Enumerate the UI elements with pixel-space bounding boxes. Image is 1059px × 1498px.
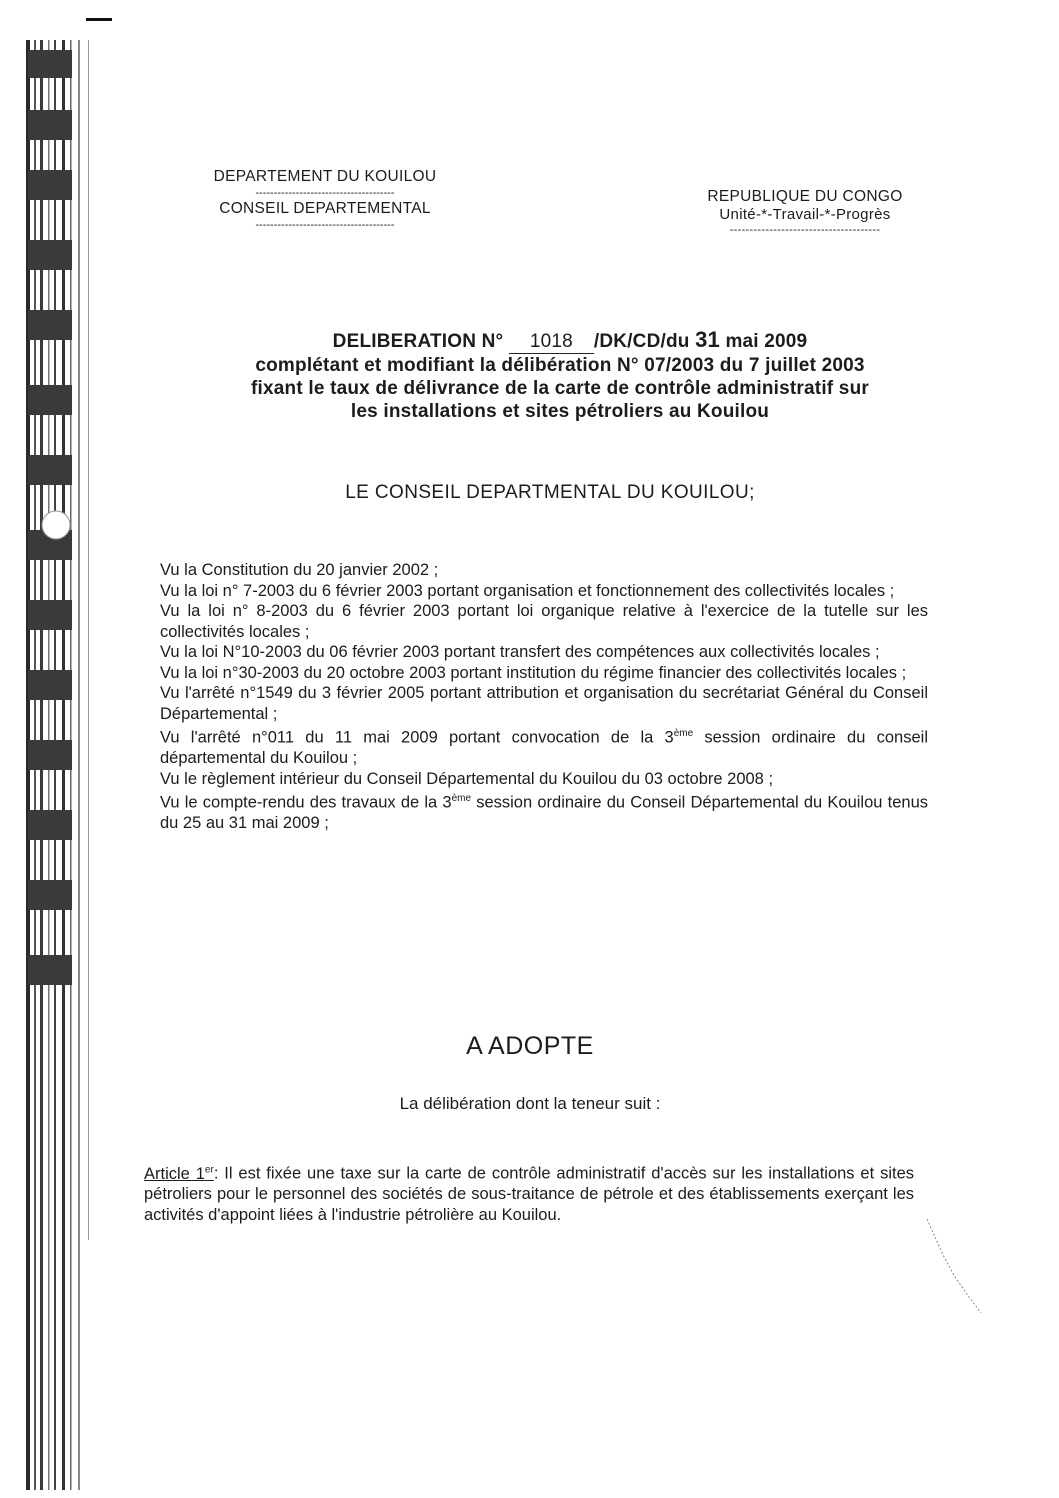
republic-name: REPUBLIQUE DU CONGO <box>707 188 903 205</box>
considerant: Vu la Constitution du 20 janvier 2002 ; <box>160 561 439 579</box>
superscript: er <box>204 1164 214 1175</box>
considerant-text: session ordinaire du conseil départemental du Kouilou ; <box>160 728 928 767</box>
title-line-2: complétant et modifiant la délibération N° 07/2003 du 7 juillet 2003 <box>255 355 865 376</box>
considerant: Vu la loi n° 7-2003 du 6 février 2003 portant organisation et fonctionnement des collectivités locales ; <box>160 581 895 600</box>
article-colon: : <box>213 1164 219 1183</box>
council-heading: LE CONSEIL DEPARTMENTAL DU KOUILOU; <box>345 482 755 503</box>
considerant: Vu la loi n°30-2003 du 20 octobre 2003 portant institution du régime financier des collectivités locales ; <box>160 663 907 682</box>
considerant-text: session ordinaire du Conseil Départemental du Kouilou tenus du 25 au 31 mai 2009 ; <box>160 793 929 832</box>
title-line-1 <box>190 328 930 354</box>
department-name: DEPARTEMENT DU KOUILOU <box>213 168 437 185</box>
article-1 <box>144 1160 914 1225</box>
article-text: Il est fixée une taxe sur la carte de contrôle administratif d'accès sur les installations et sites pétroliers pour le personnel des sociétés de sous-traitance de pétrole et des établissements exerçant les activités d'appoint liées à l'industrie pétrolière au Kouilou. <box>144 1164 914 1224</box>
article-label-text: Article 1 <box>144 1164 205 1183</box>
considerant <box>160 724 928 769</box>
deliberation-title <box>190 328 930 423</box>
header-right <box>670 188 940 237</box>
deliberation-number: 1018 <box>509 330 594 354</box>
deliberation-day: 31 <box>695 327 720 352</box>
superscript: ème <box>673 728 694 739</box>
considerant-text: Vu le compte-rendu des travaux de la 3 <box>160 793 452 812</box>
adopte-heading: A ADOPTE <box>466 1032 594 1060</box>
scan-mark <box>86 18 112 21</box>
title-line-3: fixant le taux de délivrance de la carte de contrôle administratif sur <box>251 378 869 399</box>
considerant-text: Vu l'arrêté n°011 du 11 mai 2009 portant convocation de la 3 <box>160 728 674 747</box>
article-label <box>144 1165 214 1183</box>
national-motto: Unité-*-Travail-*-Progrès <box>719 206 891 223</box>
title-prefix: DELIBERATION N° <box>332 331 504 352</box>
title-line-4: les installations et sites pétroliers au Kouilou <box>350 401 770 422</box>
superscript: ème <box>451 793 472 804</box>
header-separator: -------------------------------------- <box>255 187 395 199</box>
deliberation-date: mai 2009 <box>725 331 808 352</box>
considerant: Vu la loi N°10-2003 du 06 février 2003 portant transfert des compétences aux collectivités locales ; <box>160 643 880 661</box>
header-separator: -------------------------------------- <box>729 224 881 236</box>
title-suffix: /DK/CD/du <box>593 331 690 352</box>
council-name: CONSEIL DEPARTEMENTAL <box>219 200 431 217</box>
header-left <box>180 168 470 232</box>
binding-strip <box>8 40 118 1490</box>
deliberation-subheading: La délibération dont la teneur suit : <box>399 1094 661 1113</box>
considerant: Vu la loi n° 8-2003 du 6 février 2003 portant loi organique relative à l'exercice de la tutelle sur les collectivités locales ; <box>160 602 928 641</box>
considerant: Vu l'arrêté n°1549 du 3 février 2005 portant attribution et organisation du secrétariat Général du Conseil Départemental ; <box>160 684 928 723</box>
considerant <box>160 789 928 834</box>
header-separator: -------------------------------------- <box>255 219 395 231</box>
considerant: Vu le règlement intérieur du Conseil Départemental du Kouilou du 03 octobre 2008 ; <box>160 769 774 788</box>
considerants-list <box>160 560 928 834</box>
margin-pencil-mark <box>925 1215 985 1315</box>
